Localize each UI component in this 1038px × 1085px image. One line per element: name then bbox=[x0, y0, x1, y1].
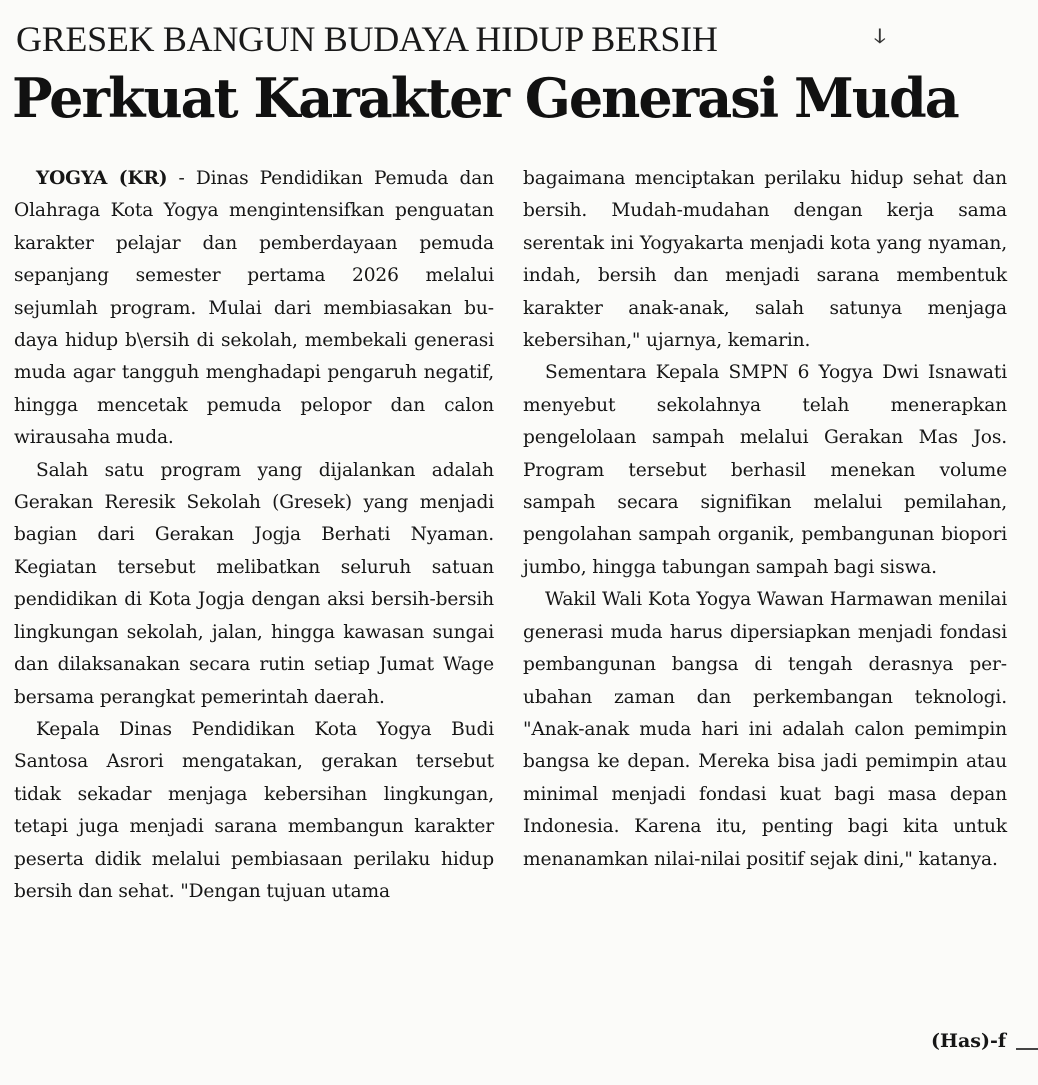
end-rule bbox=[1016, 1048, 1038, 1050]
article-paragraph bbox=[14, 163, 494, 455]
article-column-left bbox=[14, 163, 494, 908]
article-paragraph: Wakil Wali Kota Yogya Wawan Harmawan menilai generasi muda harus dipersiapkan menjadi fondasi pembangunan bangsa di tengah derasnya perubahan zaman dan perkembangan teknologi. "Anak-anak muda hari ini adalah calon pemimpin bangsa ke depan. Mereka bisa jadi pemimpin atau minimal menjadi fondasi kuat bagi masa depan Indonesia. Karena itu, penting bagi kita untuk menanamkan nilai-nilai positif sejak dini," katanya. bbox=[523, 589, 1007, 870]
article-paragraph-text: - Dinas Pendidikan Pemuda dan Olahraga Kota Yogya mengintensifkan penguatan karakter pelajar dan pemberdayaan pemuda sepanjang semester pertama 2026 melalui sejumlah program. Mulai dari membiasakan budaya hidup b\ersih di sekolah, membekali generasi muda agar tangguh menghadapi pengaruh negatif, hingga mencetak pemuda pelopor dan calon wirausaha muda. bbox=[14, 168, 494, 449]
article-paragraph: bagaimana menciptakan perilaku hidup sehat dan bersih. Mudah-mudahan dengan kerja sama serentak ini Yogyakarta menjadi kota yang nyaman, indah, bersih dan menjadi sarana membentuk karakter anak-anak, salah satunya menjaga kebersihan," ujarnya, kemarin. bbox=[523, 168, 1007, 352]
check-mark-icon: ↆ bbox=[874, 24, 886, 49]
article-dateline: YOGYA (KR) bbox=[36, 168, 168, 189]
article-byline: (Has)-f bbox=[931, 1030, 1006, 1052]
article-paragraph: Salah satu program yang dijalankan adalah Gerakan Reresik Sekolah (Gresek) yang menjadi bagian dari Gerakan Jogja Berhati Nyaman. Kegiatan tersebut melibatkan seluruh satuan pendidikan di Kota Jogja dengan aksi bersih-bersih lingkungan sekolah, jalan, hingga kawasan sungai dan dilaksanakan secara rutin setiap Jumat Wage bersama perangkat pemerintah daerah. bbox=[14, 459, 494, 708]
article-paragraph: Kepala Dinas Pendidikan Kota Yogya Budi Santosa Asrori mengatakan, gerakan tersebut tidak sekadar menjaga kebersihan lingkungan, tetapi juga menjadi sarana membangun karakter peserta didik melalui pembiasaan perilaku hidup bersih dan sehat. "Dengan tujuan utama bbox=[14, 718, 494, 902]
article-headline: Perkuat Karakter Generasi Muda bbox=[12, 66, 958, 130]
article-kicker: GRESEK BANGUN BUDAYA HIDUP BERSIH bbox=[16, 19, 718, 59]
article-column-right bbox=[523, 163, 1007, 876]
article-paragraph: Sementara Kepala SMPN 6 Yogya Dwi Isnawati menyebut sekolahnya telah menerapkan pengelolaan sampah melalui Gerakan Mas Jos. Program tersebut berhasil menekan volume sampah secara signifikan melalui pemilahan, pengolahan sampah organik, pembangunan biopori jumbo, hingga tabungan sampah bagi siswa. bbox=[523, 362, 1007, 578]
